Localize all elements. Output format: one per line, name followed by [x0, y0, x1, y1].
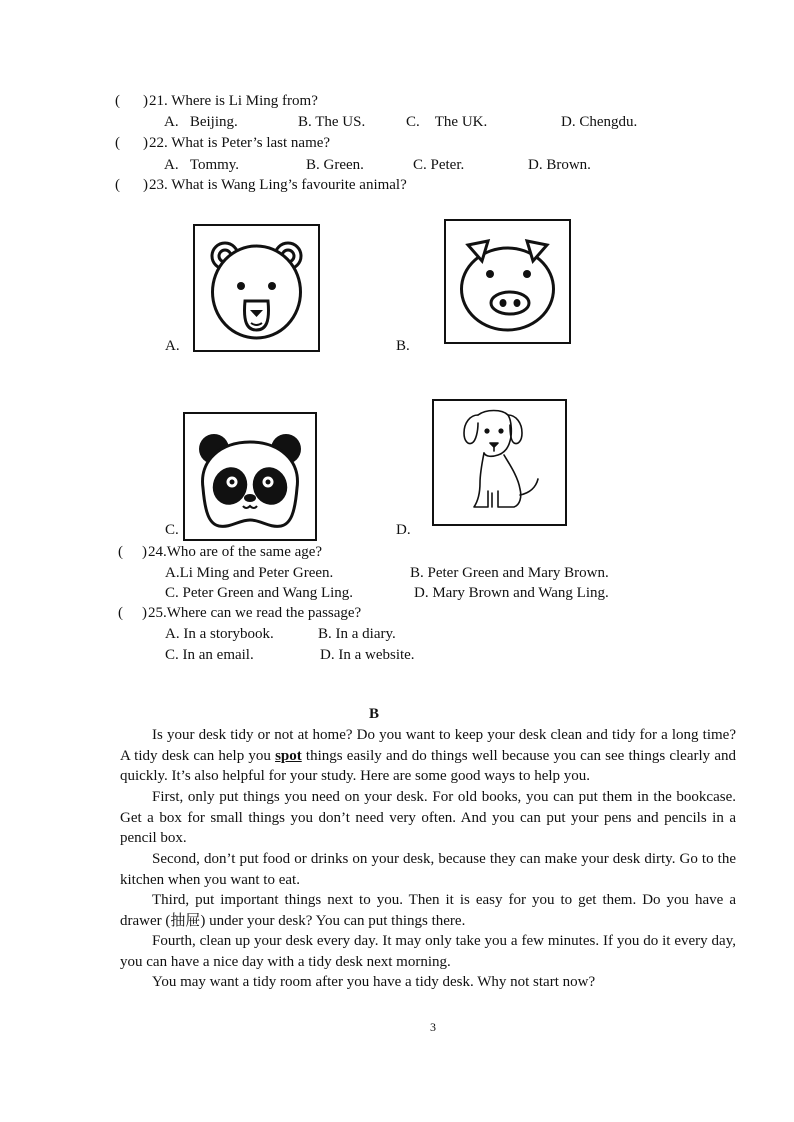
- answer-paren-close: ): [142, 544, 147, 560]
- question-21-text: 21. Where is Li Ming from?: [149, 93, 318, 109]
- passage-paragraph-3: Second, don’t put food or drinks on your desk, because they can make your desk dirty. Go to the kitchen when you want to eat.: [120, 851, 736, 888]
- passage-paragraph-1: [120, 725, 736, 787]
- picture-a-frame: [193, 224, 320, 352]
- highlighted-word: spot: [275, 747, 302, 764]
- passage-paragraph-5: Fourth, clean up your desk every day. It may only take you a few minutes. If you do it every day, you can have a nice day with a tidy desk next morning.: [120, 933, 736, 970]
- dog-icon: [434, 401, 565, 524]
- q25-option-b: B. In a diary.: [318, 626, 396, 642]
- passage-paragraph-6: You may want a tidy room after you have a tidy desk. Why not start now?: [152, 974, 596, 990]
- answer-paren-close: ): [143, 177, 148, 193]
- q21-option-a: A. Beijing.: [164, 114, 238, 130]
- question-25-text: 25.Where can we read the passage?: [148, 605, 362, 621]
- bear-face-icon: [195, 226, 318, 350]
- q24-option-c: C. Peter Green and Wang Ling.: [165, 585, 354, 601]
- picture-a-label: A.: [165, 338, 180, 354]
- picture-d-frame: [432, 399, 567, 526]
- passage-paragraph-2: First, only put things you need on your desk. For old books, you can put them in the bookcase. Get a box for small things you don’t need very often. And you can put your pens and pencils in a pencil box.: [120, 789, 736, 846]
- pig-face-icon: [446, 221, 569, 342]
- answer-paren-open: (: [115, 93, 120, 109]
- answer-paren-close: ): [143, 93, 148, 109]
- answer-paren-close: ): [142, 605, 147, 621]
- passage-text: things easily and do things well because you can see things clearly and quickly. It’s also helpful for your study. Here are some good ways to help you.: [120, 747, 736, 784]
- answer-paren-open: (: [115, 135, 120, 151]
- q21-option-b: B. The US.: [298, 114, 366, 130]
- q25-option-c: C. In an email.: [165, 647, 254, 663]
- passage-text: Is your desk tidy or not at home? Do you want to keep your desk clean and tidy for a long time? A tidy desk can help you: [120, 727, 736, 764]
- picture-b-label: B.: [396, 338, 410, 354]
- section-b-title: B: [369, 706, 380, 722]
- q25-option-a: A. In a storybook.: [165, 626, 274, 642]
- answer-paren-open: (: [118, 544, 123, 560]
- passage-paragraph-4: Third, put important things next to you. Then it is easy for you to get them. Do you have a drawer (抽屉) under your desk? You can put things there.: [120, 892, 736, 929]
- answer-paren-open: (: [118, 605, 123, 621]
- question-23-text: 23. What is Wang Ling’s favourite animal?: [149, 177, 407, 193]
- answer-paren-close: ): [143, 135, 148, 151]
- q24-option-d: D. Mary Brown and Wang Ling.: [414, 585, 609, 601]
- q22-option-a: A. Tommy.: [164, 157, 240, 173]
- picture-b-frame: [444, 219, 571, 344]
- q21-option-d: D. Chengdu.: [561, 114, 638, 130]
- picture-c-label: C.: [165, 522, 179, 538]
- q25-option-d: D. In a website.: [320, 647, 415, 663]
- page-number: 3: [430, 1020, 436, 1034]
- q22-option-c: C. Peter.: [413, 157, 465, 173]
- q22-option-b: B. Green.: [306, 157, 364, 173]
- q21-option-c: C. The UK.: [406, 114, 488, 130]
- question-24-text: 24.Who are of the same age?: [148, 544, 323, 560]
- question-22-text: 22. What is Peter’s last name?: [149, 135, 331, 151]
- q24-option-a: A.Li Ming and Peter Green.: [165, 565, 334, 581]
- picture-c-frame: [183, 412, 317, 541]
- q24-option-b: B. Peter Green and Mary Brown.: [410, 565, 609, 581]
- answer-paren-open: (: [115, 177, 120, 193]
- q22-option-d: D. Brown.: [528, 157, 591, 173]
- picture-d-label: D.: [396, 522, 411, 538]
- panda-face-icon: [185, 414, 315, 539]
